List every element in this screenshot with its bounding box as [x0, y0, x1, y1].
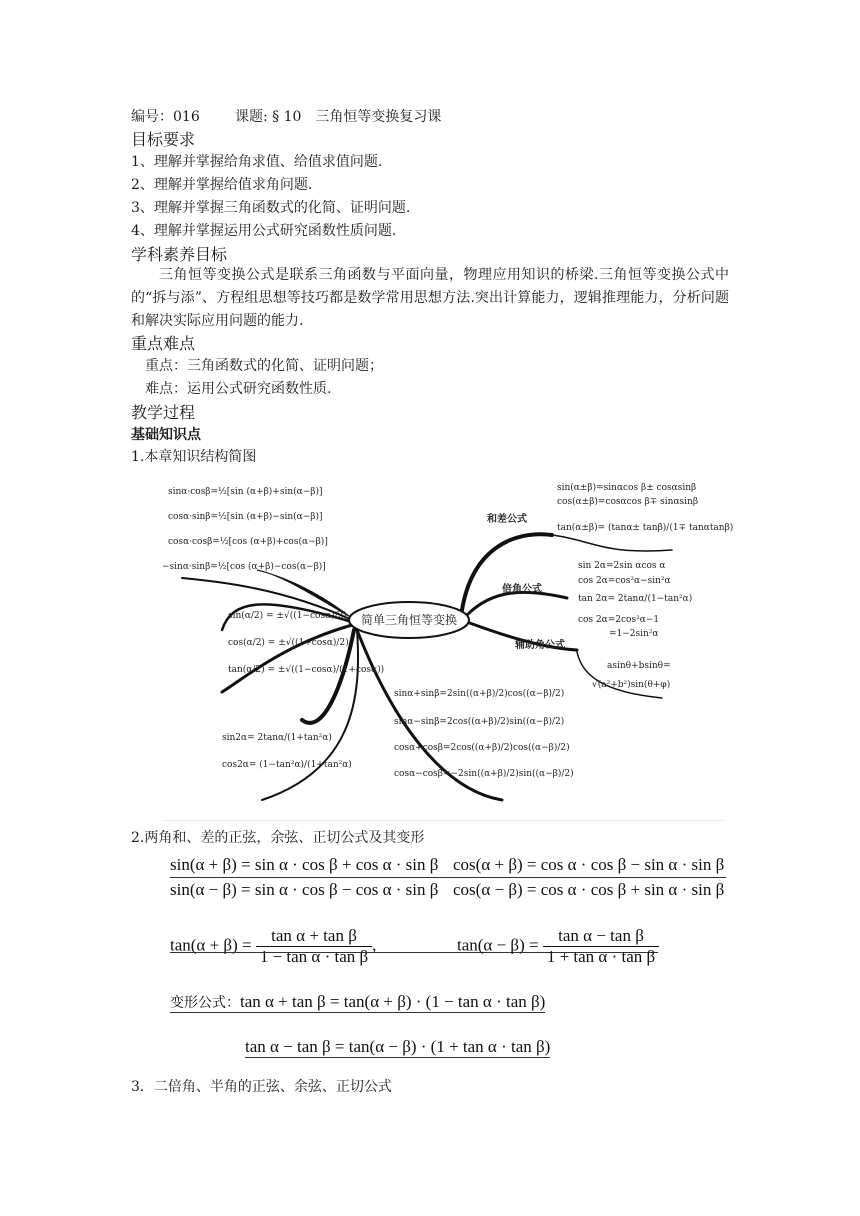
mindmap-divider: [163, 820, 723, 821]
sum-diff-sin: sin(α±β)=sinαcos β± cosαsinβ: [557, 483, 697, 493]
key-point: 重点：三角函数式的化简、证明问题；: [145, 358, 383, 374]
branch-sum-diff: [462, 534, 552, 610]
item1-label: 1.本章知识结构简图: [131, 449, 257, 465]
universal-cos: cos2α= (1−tan²α)/(1+tan²α): [222, 760, 352, 770]
formula-tan-plus: tan(α + β) = $\frac{\text{tan α + tan β}}{\text{1 − tan α · tan β}}$ ,: [170, 926, 377, 966]
branch-double: [467, 592, 567, 615]
tan-minus-numerator: tan α − tan β: [543, 926, 659, 947]
half-angle-sin: sin(α/2) = ±√((1−cosα)/2): [228, 611, 347, 621]
item2-label: 2.两角和、差的正弦，余弦、正切公式及其变形: [131, 830, 425, 846]
double-sin: sin 2α=2sin αcos α: [578, 561, 666, 571]
half-angle-tan: tan(α/2) = ±√((1−cosα)/(1+cosα)): [228, 665, 385, 675]
knowledge-mindmap: [162, 470, 734, 810]
branch-label-aux: 辅助角公式: [515, 640, 565, 651]
product-to-sum-1: sinα·cosβ=½[sin (α+β)+sin(α−β)]: [168, 487, 323, 497]
aux-line-1: asinθ+bsinθ=: [607, 661, 671, 671]
literacy-paragraph: 三角恒等变换公式是联系三角函数与平面向量，物理应用知识的桥梁.三角恒等变换公式中的“拆与添”、方程组思想等技巧都是数学常用思想方法.突出计算能力，逻辑推理能力，分析问题和解决实际应用问题的能力.: [131, 267, 729, 329]
double-tan: tan 2α= 2tanα/(1−tan²α): [578, 594, 693, 604]
product-to-sum-2: cosα·sinβ=½[sin (α+β)−sin(α−β)]: [168, 512, 323, 522]
sum-diff-tan: tan(α±β)= (tanα± tanβ)/(1∓ tanαtanβ): [557, 523, 734, 533]
doc-number: 编号：016: [131, 109, 200, 125]
aux-line-2: √(a²+b²)sin(θ+φ): [592, 680, 671, 690]
goal-item: 3、理解并掌握三角函数式的化简、证明问题.: [131, 200, 411, 216]
goal-item: 1、理解并掌握给角求值、给值求值问题.: [131, 154, 383, 170]
half-angle-cos: cos(α/2) = ±√((1+cosα)/2): [228, 638, 349, 648]
sum-to-product-3: cosα+cosβ=2cos((α+β)/2)cos((α−β)/2): [394, 743, 570, 753]
basics-title: 基础知识点: [131, 427, 201, 443]
product-to-sum-4: −sinα·sinβ=½[cos (α+β)−cos(α−β)]: [162, 562, 326, 572]
formula-sin-plus: sin(α + β) = sin α · cos β + cos α · sin β: [170, 855, 439, 874]
process-title: 教学过程: [131, 403, 196, 422]
formula-sin-minus: sin(α − β) = sin α · cos β − cos α · sin β: [170, 880, 439, 899]
branch-label-double: 倍角公式: [502, 584, 542, 595]
double-cos-2: cos 2α=2cos²α−1: [578, 615, 660, 625]
formula-tan-minus: tan(α − β) = $\frac{\text{tan α − tan β}}{\text{1 + tan α · tan β}}$: [457, 926, 659, 967]
double-cos-1: cos 2α=cos²α−sin²α: [578, 576, 671, 586]
product-to-sum-3: cosα·cosβ=½[cos (α+β)+cos(α−β)]: [168, 537, 328, 547]
sum-to-product-4: cosα−cosβ=−2sin((α+β)/2)sin((α−β)/2): [394, 769, 574, 779]
tan-plus-numerator: tan α + tan β: [256, 926, 372, 947]
sum-diff-cos: cos(α±β)=cosαcos β∓ sinαsinβ: [557, 497, 699, 507]
tan-minus-denominator: 1 + tan α · tan β: [546, 947, 656, 966]
difficulty-point: 难点：运用公式研究函数性质.: [145, 381, 332, 397]
formula-cos-plus: cos(α + β) = cos α · cos β − sin α · sin β: [453, 855, 725, 874]
goals-title: 目标要求: [131, 130, 196, 149]
sum-to-product-1: sinα+sinβ=2sin((α+β)/2)cos((α−β)/2): [394, 689, 565, 699]
universal-sin: sin2α= 2tanα/(1+tan²α): [222, 733, 332, 743]
goal-item: 4、理解并掌握运用公式研究函数性质问题.: [131, 223, 397, 239]
goal-item: 2、理解并掌握给值求角问题.: [131, 177, 313, 193]
branch-half-angle-bottom: [222, 625, 352, 692]
branch-label-sum-diff: 和差公式: [487, 514, 527, 525]
tan-plus-denominator: 1 − tan α · tan β: [259, 947, 369, 966]
double-cos-3: =1−2sin²α: [609, 629, 659, 639]
mindmap-center-label: 简单三角恒等变换: [360, 613, 458, 627]
formula-cos-minus: cos(α − β) = cos α · cos β + sin α · sin β: [453, 880, 725, 899]
formula-variant-2: tan α − tan β = tan(α − β) · (1 + tan α · tan β): [245, 1037, 551, 1056]
doc-topic: 课题: § 10 三角恒等变换复习课: [235, 109, 442, 125]
item3-label: 3．二倍角、半角的正弦、余弦、正切公式: [131, 1079, 392, 1095]
key-title: 重点难点: [131, 334, 196, 353]
formula-variant-1: 变形公式：tan α + tan β = tan(α + β) · (1 − tan α · tan β): [170, 992, 546, 1011]
literacy-title: 学科素养目标: [131, 245, 228, 264]
sum-to-product-2: sinα−sinβ=2cos((α+β)/2)sin((α−β)/2): [394, 717, 565, 727]
